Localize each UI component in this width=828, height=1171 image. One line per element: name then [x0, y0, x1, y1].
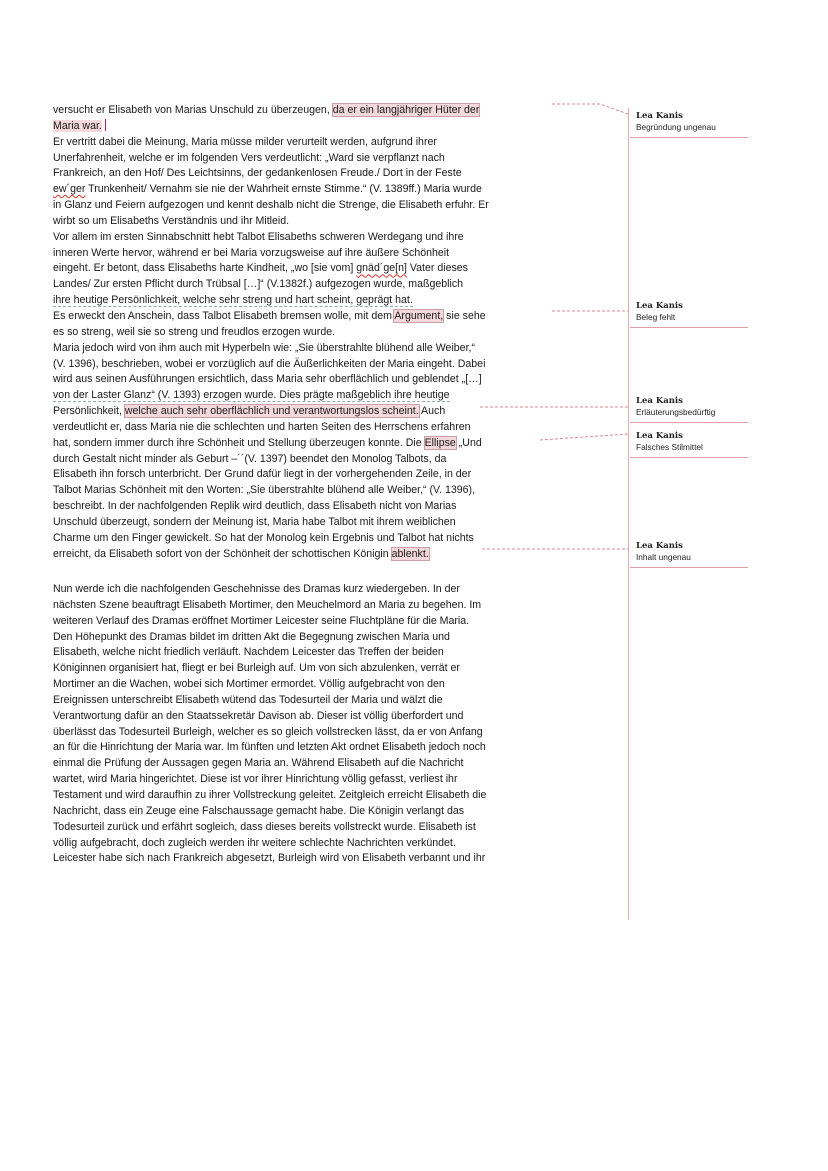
text-line: Elisabeth, welche nicht friedlich verläuft. Nachdem Leicester das Treffen der beiden: [53, 646, 444, 659]
comment-text: Falsches Stilmittel: [636, 442, 703, 452]
text-line: völlig aufgebracht, doch zugleich werden ihr weitere schlechte Nachrichten verkündet.: [53, 836, 456, 849]
comment-highlight-1-cont[interactable]: Maria war.: [53, 119, 102, 132]
spelling-error[interactable]: gnäd´ge[n]: [356, 262, 407, 275]
comment-text: Inhalt ungenau: [636, 552, 691, 562]
text-line: Verantwortung dafür an den Staatssekretär Davison ab. Dieser ist völlig überfordert und: [53, 709, 464, 722]
comment-author: Lea Kanis: [636, 396, 683, 406]
comment-card[interactable]: [630, 298, 748, 328]
text-line: Unschuld überzeugt, sondern der Meinung ist, Maria habe Talbot mit ihrem weiblichen: [53, 515, 456, 528]
text-run: eingeht. Er betont, dass Elisabeths harte Kindheit, „wo [sie vom]: [53, 262, 357, 275]
text-line: Maria jedoch wird von ihm auch mit Hyperbeln wie: „Sie überstrahlte blühend alle Weiber,“: [53, 341, 475, 354]
comment-anchor-3[interactable]: von der Laster Glanz“ (V. 1393) erzogen wurde. Dies prägte maßgeblich ihre heutige: [53, 389, 450, 402]
text-line: Nun werde ich die nachfolgenden Geschehnisse des Dramas kurz wiedergeben. In der: [53, 583, 460, 595]
text-line: wartet, wird Maria hingerichtet. Diese ist vor ihrer Hinrichtung völlig gefasst, verliest ihr: [53, 773, 458, 786]
spelling-error[interactable]: ew´ger: [53, 183, 86, 196]
text-line: Mortimer an die Wachen, wobei sich Mortimer ermordet. Völlig aufgebracht von den: [53, 678, 445, 691]
text-run: Vater dieses: [406, 262, 468, 275]
text-run: versucht er Elisabeth von Marias Unschuld zu überzeugen,: [53, 104, 333, 116]
text-line: Nachricht, dass ein Zeuge eine Falschaussage gemacht habe. Die Königin verlangt das: [53, 804, 465, 817]
text-run: hat, sondern immer durch ihre Schönheit und Stellung überzeugen konnte. Die: [53, 436, 425, 449]
text-line: einmal die Prüfung der Aussagen gegen Maria an. Während Elisabeth auf die Nachricht: [53, 757, 464, 770]
text-line: an für die Hinrichtung der Maria war. Im fünften und letzten Akt ordnet Elisabeth jedoch noch: [53, 741, 486, 754]
text-line: Landes/ Zur ersten Pflicht durch Trübsal […]“ (V.1382f.) aufgezogen wurde, maßgeblich: [53, 278, 464, 291]
connector-1: [552, 104, 628, 114]
comment-highlight-2[interactable]: Argument,: [394, 309, 444, 322]
text-line: Talbot Marias Schönheit mit den Worten: „Sie überstrahlte blühend alle Weiber,“ (V. 1396),: [53, 484, 476, 497]
comment-author: Lea Kanis: [636, 111, 683, 121]
text-run: Persönlichkeit,: [53, 405, 125, 418]
comment-card[interactable]: [630, 108, 748, 138]
text-line: Frankreich, an den Hof/ Des Leichtsinns, der gedankenlosen Freude./ Dort in der Feste: [53, 167, 462, 180]
text-line: Königinnen organisiert hat, fliegt er bei Burleigh auf. Um von sich abzulenken, verrät er: [53, 662, 460, 675]
text-run: erreicht, da Elisabeth sofort von der Schönheit der schottischen Königin: [53, 547, 392, 560]
text-line: Todesurteil zurück und erfährt sogleich, dass dieses bereits vollstreckt wurde. Elisabeth ist: [53, 820, 476, 833]
comment-highlight-3[interactable]: welche auch sehr oberflächlich und verantwortungslos scheint.: [124, 405, 419, 418]
text-run: Auch: [418, 405, 446, 418]
text-line: in Glanz und Feiern aufgezogen und kennt deshalb nicht die Strenge, die Elisabeth erfuhr. Er: [53, 199, 489, 212]
text-run: Trunkenheit/ Vernahm sie nie der Wahrheit ernste Stimme.“ (V. 1389ff.) Maria wurde: [85, 183, 482, 196]
text-line: nächsten Szene beauftragt Elisabeth Mortimer, den Meuchelmord an Maria zu begehen. Im: [53, 598, 482, 611]
comment-highlight-1[interactable]: da er ein langjähriger Hüter der: [332, 104, 480, 116]
text-line: Unerfahrenheit, welche er im folgenden Vers verdeutlicht: „Ward sie verpflanzt nach: [53, 151, 445, 164]
connector-4: [540, 434, 628, 440]
comment-author: Lea Kanis: [636, 431, 683, 441]
text-line: wirbt so um Elisabeths Verständnis und ihr Mitleid.: [53, 214, 290, 227]
text-line: wird aus seinen Ausführungen ersichtlich, dass Maria sehr oberflächlich und geblendet „[…]: [53, 373, 482, 386]
text-line: Elisabeth ihn forsch unterbricht. Der Grund dafür liegt in der vorhergehenden Zeile, in der: [53, 468, 472, 481]
text-line: Den Höhepunkt des Dramas bildet im dritten Akt die Begegnung zwischen Maria und: [53, 630, 450, 643]
comment-highlight-4[interactable]: Ellipse: [424, 436, 456, 449]
comment-anchor-2[interactable]: ihre heutige Persönlichkeit, welche sehr streng und hart scheint, geprägt hat.: [53, 294, 413, 307]
text-line: weiteren Verlauf des Dramas eröffnet Mortimer Leicester seine Fluchtpläne für die Maria.: [53, 614, 470, 627]
text-line: Testament und wird daraufhin zu ihrer Vollstreckung geleitet. Zeitgleich erreicht Elisabeth die: [53, 788, 487, 801]
text-line: überlässt das Todesurteil Burleigh, welcher es so gleich vollstrecken lässt, da er von Anfang: [53, 725, 483, 738]
text-run: sie sehe: [443, 309, 486, 322]
text-line: Ereignissen unterschreibt Elisabeth wütend das Todesurteil der Maria und wälzt die: [53, 693, 443, 706]
text-line: Vor allem im ersten Sinnabschnitt hebt Talbot Elisabeths schweren Werdegang und ihre: [53, 230, 464, 243]
text-run: „Und: [455, 436, 482, 449]
comment-author: Lea Kanis: [636, 541, 683, 551]
comment-text: Begründung ungenau: [636, 122, 716, 132]
text-line: inneren Werte hervor, während er bei Maria vorzugsweise auf ihre äußere Schönheit: [53, 246, 450, 259]
comment-card[interactable]: [630, 393, 748, 423]
comment-highlight-5[interactable]: ablenkt.: [391, 547, 429, 560]
comment-card[interactable]: [630, 538, 748, 568]
comment-author: Lea Kanis: [636, 301, 683, 311]
text-line: (V. 1396), beschrieben, wobei er vorzüglich auf die Äußerlichkeiten der Maria eingeht. Dabei: [53, 357, 486, 370]
comment-text: Beleg fehlt: [636, 312, 676, 322]
text-line: es so streng, weil sie so streng und freudlos erzogen wurde.: [53, 325, 336, 338]
comment-text: Erläuterungsbedürftig: [636, 407, 716, 417]
text-run: Es erweckt den Anschein, dass Talbot Elisabeth bremsen wolle, mit dem: [53, 309, 395, 322]
text-line: verdeutlicht er, dass Maria nie die schlechten und harten Seiten des Herrschens erfahren: [53, 420, 471, 433]
text-line: Charme um den Finger gewickelt. So hat der Monolog kein Ergebnis und Talbot hat nichts: [53, 531, 474, 544]
text-line: durch Gestalt nicht minder als Geburt –´´(V. 1397) beendet den Monolog Talbots, da: [53, 452, 447, 465]
comment-card[interactable]: [630, 428, 748, 458]
text-line: Er vertritt dabei die Meinung, Maria müsse milder verurteilt werden, aufgrund ihrer: [53, 135, 437, 148]
text-line: beschreibt. In der nachfolgenden Replik wird deutlich, dass Elisabeth nicht von Marias: [53, 500, 457, 513]
text-line: Leicester habe sich nach Frankreich abgesetzt, Burleigh wird von Elisabeth verbannt und ihr: [53, 852, 486, 865]
